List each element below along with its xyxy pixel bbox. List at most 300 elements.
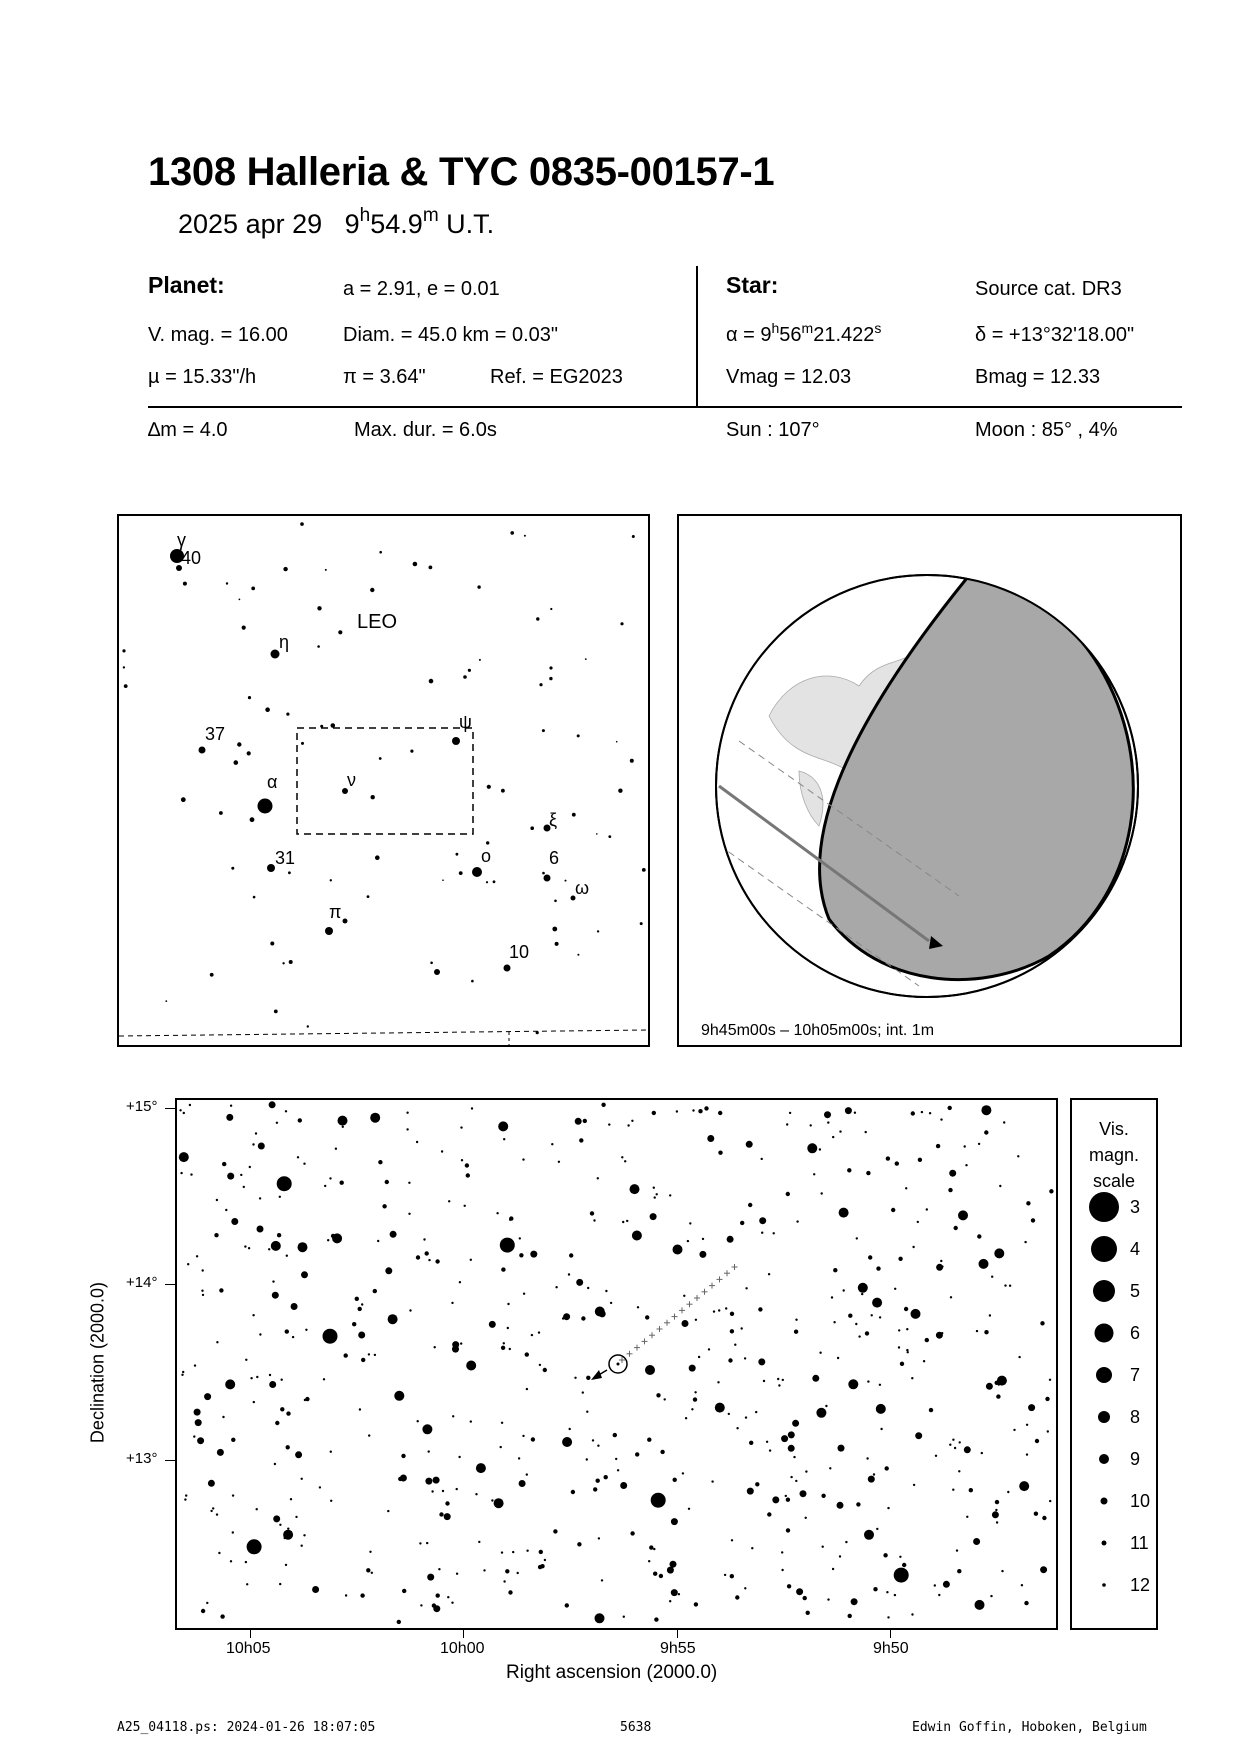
ra-tick-label: 10h00	[440, 1640, 485, 1657]
detail-star	[623, 1616, 625, 1618]
detail-star	[647, 1438, 651, 1442]
detail-star	[650, 1213, 657, 1220]
magnitude-drop: ∆m = 4.0	[148, 419, 228, 441]
finder-star	[274, 1010, 278, 1014]
detail-star-chart	[175, 1098, 1058, 1630]
detail-star	[895, 1161, 899, 1165]
detail-star	[335, 1148, 337, 1150]
finder-star	[250, 817, 255, 822]
detail-star	[821, 1192, 823, 1194]
detail-star	[604, 1475, 608, 1479]
finder-star	[501, 789, 505, 793]
detail-star	[868, 1255, 872, 1259]
detail-star	[451, 1602, 453, 1604]
detail-star	[627, 1124, 629, 1126]
detail-star	[373, 1289, 377, 1293]
detail-star	[214, 1233, 218, 1237]
detail-star	[227, 1173, 234, 1180]
detail-star	[460, 1342, 462, 1344]
finder-star	[210, 973, 214, 977]
detail-star	[856, 1502, 860, 1506]
detail-star	[745, 1416, 747, 1418]
detail-star	[871, 1314, 873, 1316]
detail-star	[416, 1141, 418, 1143]
detail-star	[1047, 1430, 1049, 1432]
finder-star	[618, 789, 622, 793]
detail-star	[286, 1255, 288, 1257]
detail-star	[651, 1493, 666, 1508]
detail-star	[180, 1172, 182, 1174]
magnitude-scale-title: Vis. magn. scale	[1088, 1119, 1140, 1191]
detail-star	[470, 1420, 472, 1422]
finder-star-label: η	[279, 632, 290, 652]
finder-star	[325, 927, 333, 935]
detail-star	[377, 1240, 379, 1242]
detail-star	[610, 1302, 612, 1304]
detail-star	[626, 1220, 628, 1222]
finder-star	[251, 587, 255, 591]
detail-star	[717, 1381, 719, 1383]
finder-star	[300, 522, 304, 526]
detail-star	[768, 1273, 770, 1275]
detail-star	[274, 1463, 276, 1465]
detail-star	[631, 1120, 633, 1122]
detail-star	[786, 1123, 788, 1125]
finder-star	[530, 826, 534, 830]
detail-star	[694, 1602, 698, 1606]
detail-star	[1003, 1121, 1005, 1123]
detail-star	[301, 1478, 303, 1480]
finder-star	[616, 741, 618, 743]
finder-star	[552, 927, 557, 932]
detail-star	[865, 1331, 869, 1335]
detail-star	[605, 1290, 607, 1292]
detail-star	[297, 1156, 299, 1158]
detail-star	[592, 1439, 594, 1441]
detail-star	[465, 1163, 469, 1167]
detail-star	[360, 1593, 364, 1597]
detail-star	[952, 1489, 954, 1491]
detail-star	[1019, 1481, 1029, 1491]
detail-star	[941, 1265, 943, 1267]
detail-star	[996, 1394, 1000, 1398]
detail-star	[1007, 1491, 1009, 1493]
detail-star	[208, 1480, 215, 1487]
detail-star	[653, 1187, 655, 1189]
magnitude-dot	[1098, 1411, 1110, 1423]
detail-star	[197, 1437, 204, 1444]
detail-star	[201, 1609, 205, 1613]
detail-star	[256, 1508, 258, 1510]
detail-star	[601, 1579, 603, 1581]
ra-tick	[677, 1630, 678, 1638]
constellation-label: LEO	[356, 611, 398, 633]
detail-star	[423, 1238, 425, 1240]
detail-star	[773, 1232, 775, 1234]
detail-star	[929, 1408, 933, 1412]
detail-star	[456, 1488, 458, 1490]
detail-star	[934, 1584, 936, 1586]
detail-star	[508, 1590, 512, 1594]
detail-star	[1026, 1453, 1028, 1455]
magnitude-label: 7	[1130, 1365, 1141, 1385]
detail-star	[887, 1616, 889, 1618]
detail-star	[906, 1328, 908, 1330]
dec-tick-label: +15°	[126, 1098, 158, 1115]
detail-star	[598, 1537, 600, 1539]
detail-star	[899, 1556, 901, 1558]
detail-star	[435, 1259, 439, 1263]
detail-star	[821, 1494, 825, 1498]
detail-star	[905, 1187, 907, 1189]
detail-star	[727, 1236, 734, 1243]
detail-star	[876, 1404, 886, 1414]
detail-star	[986, 1383, 993, 1390]
detail-star	[894, 1288, 896, 1290]
finder-star	[596, 833, 598, 835]
detail-star	[792, 1420, 799, 1427]
finder-star	[468, 669, 471, 672]
magnitude-scale-legend	[1070, 1098, 1158, 1630]
finder-star	[258, 799, 273, 814]
detail-star	[574, 1377, 576, 1379]
detail-star	[460, 1126, 462, 1128]
detail-star	[277, 1176, 292, 1191]
detail-star	[417, 1420, 419, 1422]
finder-star-field	[122, 522, 645, 1034]
detail-star	[653, 1572, 657, 1576]
detail-star	[464, 1205, 466, 1207]
detail-star	[519, 1253, 523, 1257]
detail-star	[917, 1221, 919, 1223]
finder-star	[183, 582, 187, 586]
detail-star	[715, 1403, 725, 1413]
detail-star	[699, 1251, 706, 1258]
detail-star	[433, 1605, 440, 1612]
finder-star	[343, 919, 348, 924]
finder-star	[123, 666, 125, 668]
detail-star	[231, 1218, 238, 1225]
detail-star	[397, 1620, 401, 1624]
detail-star	[678, 1593, 680, 1595]
finder-star-label: ο	[481, 846, 492, 866]
time-zone: U.T.	[446, 209, 495, 239]
finder-star	[413, 562, 418, 567]
detail-star	[847, 1168, 851, 1172]
detail-star	[979, 1259, 989, 1269]
detail-star	[991, 1276, 993, 1278]
detail-star	[956, 1549, 958, 1551]
detail-star	[659, 1574, 663, 1578]
detail-star	[295, 1516, 297, 1518]
detail-star	[730, 1574, 734, 1578]
finder-star	[487, 785, 491, 789]
detail-star	[565, 1603, 569, 1607]
globe-time-caption: 9h45m00s – 10h05m00s; int. 1m	[701, 1022, 935, 1039]
finder-star	[504, 965, 511, 972]
detail-chart-canvas	[177, 1100, 1056, 1628]
finder-star	[549, 677, 552, 680]
detail-star	[940, 1260, 942, 1262]
detail-star	[966, 1516, 968, 1518]
detail-star	[216, 1341, 218, 1343]
detail-star	[959, 1441, 961, 1443]
detail-star	[786, 1528, 790, 1532]
detail-star	[452, 1415, 454, 1417]
finder-star	[320, 725, 323, 728]
detail-star	[422, 1424, 432, 1434]
finder-star	[486, 841, 489, 844]
detail-star	[252, 1143, 254, 1145]
detail-star	[682, 1320, 689, 1327]
detail-star	[848, 1614, 852, 1618]
detail-star	[725, 1307, 727, 1309]
detail-star	[240, 1174, 242, 1176]
detail-star	[303, 1163, 305, 1165]
detail-star	[248, 1247, 250, 1249]
detail-star	[447, 1596, 449, 1598]
detail-star	[217, 1449, 224, 1456]
detail-star	[785, 1495, 787, 1497]
detail-star	[879, 1384, 881, 1386]
detail-star	[734, 1344, 736, 1346]
detail-star	[286, 1445, 290, 1449]
detail-star	[269, 1381, 276, 1388]
detail-star	[369, 1551, 371, 1553]
detail-star	[582, 1391, 584, 1393]
detail-star	[839, 1208, 849, 1218]
y-axis-label: Declination (2000.0)	[87, 1281, 108, 1444]
detail-star	[660, 1450, 664, 1454]
detail-star	[428, 1450, 430, 1452]
detail-star	[935, 1455, 937, 1457]
detail-star	[685, 1417, 687, 1419]
detail-star	[832, 1568, 834, 1570]
detail-star	[323, 1378, 325, 1380]
detail-star	[741, 1327, 743, 1329]
magnitude-label: 9	[1130, 1449, 1141, 1469]
detail-star	[523, 1293, 525, 1295]
finder-chart-canvas	[119, 516, 648, 1045]
detail-star	[832, 1136, 834, 1138]
detail-star	[998, 1383, 1000, 1385]
event-date: 2025 apr 29	[178, 209, 323, 239]
detail-star	[277, 1233, 281, 1237]
detail-star	[827, 1121, 829, 1123]
event-time-hours: 9	[344, 209, 360, 239]
detail-star	[256, 1376, 258, 1378]
detail-star	[518, 1457, 520, 1459]
detail-star	[196, 1255, 198, 1257]
detail-star	[958, 1210, 968, 1220]
detail-star	[975, 1600, 985, 1610]
detail-star	[999, 1185, 1001, 1187]
detail-star	[416, 1255, 420, 1259]
asteroid-motion-arrowhead	[591, 1370, 602, 1380]
detail-star	[769, 1449, 771, 1451]
magnitude-scale-entries	[1072, 1192, 1156, 1612]
detail-star	[576, 1279, 583, 1286]
detail-star	[855, 1323, 857, 1325]
detail-star	[562, 1437, 572, 1447]
detail-star	[921, 1111, 923, 1113]
detail-star	[907, 1351, 909, 1353]
globe-canvas	[679, 516, 1180, 1045]
finder-star-label: ν	[347, 770, 356, 790]
detail-star	[507, 1303, 509, 1305]
detail-star	[1026, 1201, 1030, 1205]
detail-star	[1001, 1570, 1003, 1572]
detail-star	[184, 1498, 186, 1500]
magnitude-label: 8	[1130, 1407, 1141, 1427]
detail-star	[763, 1380, 765, 1382]
detail-star	[912, 1246, 914, 1248]
detail-star	[519, 1237, 521, 1239]
detail-star	[466, 1361, 476, 1371]
detail-star	[926, 1208, 928, 1210]
finder-chart	[117, 514, 650, 1047]
finder-star	[219, 811, 223, 815]
detail-star	[621, 1156, 623, 1158]
finder-star-label: ψ	[459, 712, 472, 732]
magnitude-label: 6	[1130, 1323, 1141, 1343]
detail-star	[816, 1408, 826, 1418]
dec-tick-15	[165, 1108, 175, 1109]
detail-star	[851, 1598, 858, 1605]
event-time-minutes: 54.9	[370, 209, 423, 239]
detail-star	[867, 1380, 869, 1382]
detail-star	[1049, 1189, 1053, 1193]
finder-star-label: ω	[575, 878, 590, 898]
detail-star	[969, 1488, 973, 1492]
detail-star	[825, 1405, 827, 1407]
detail-star	[280, 1407, 284, 1411]
detail-star	[436, 1593, 440, 1597]
detail-star	[563, 1313, 570, 1320]
finder-star	[199, 747, 206, 754]
detail-star	[189, 1104, 191, 1106]
detail-star	[185, 1494, 187, 1496]
magnitude-dot	[1095, 1324, 1114, 1343]
detail-star	[202, 1294, 204, 1296]
detail-star	[279, 1196, 281, 1198]
detail-star	[385, 1267, 392, 1274]
detail-star	[451, 1302, 453, 1304]
finder-star	[542, 729, 545, 732]
detail-star	[702, 1238, 704, 1240]
detail-star	[819, 1148, 821, 1150]
detail-star	[194, 1409, 201, 1416]
detail-star	[505, 1569, 509, 1573]
detail-star	[630, 1531, 634, 1535]
detail-star	[581, 1316, 585, 1320]
detail-star	[478, 1541, 480, 1543]
detail-star	[790, 1476, 792, 1478]
detail-star	[964, 1446, 971, 1453]
detail-star	[984, 1130, 988, 1134]
detail-star	[827, 1598, 829, 1600]
magnitude-label: 5	[1130, 1281, 1141, 1301]
hours-unit: h	[359, 205, 371, 226]
detail-star	[718, 1151, 722, 1155]
detail-star	[900, 1362, 904, 1366]
detail-star	[201, 1290, 203, 1292]
detail-star	[718, 1309, 720, 1311]
detail-star	[531, 1334, 533, 1336]
finder-star	[165, 1000, 167, 1002]
dec-tick-label: +14°	[126, 1274, 158, 1291]
detail-star	[1040, 1566, 1047, 1573]
detail-star	[519, 1480, 526, 1487]
detail-star	[374, 1354, 376, 1356]
finder-star	[597, 930, 599, 932]
detail-star	[837, 1357, 839, 1359]
detail-star	[981, 1452, 983, 1454]
detail-star	[788, 1431, 795, 1438]
finder-star-label: 10	[509, 942, 530, 962]
detail-star	[864, 1530, 874, 1540]
detail-star	[371, 1572, 373, 1574]
detail-star	[246, 1583, 248, 1585]
detail-star	[593, 1487, 597, 1491]
detail-star	[992, 1511, 999, 1518]
detail-star	[950, 1296, 952, 1298]
detail-star	[290, 1498, 292, 1500]
magnitude-dot	[1102, 1541, 1107, 1546]
finder-star-label: γ	[177, 530, 186, 550]
detail-star	[218, 1552, 220, 1554]
finder-star	[242, 626, 246, 630]
detail-star	[595, 1613, 605, 1623]
detail-star	[491, 1499, 493, 1501]
detail-star	[466, 1173, 470, 1177]
detail-star	[805, 1517, 807, 1519]
detail-star	[689, 1222, 691, 1224]
detail-star	[187, 1263, 189, 1265]
detail-star	[620, 1482, 627, 1489]
detail-star	[587, 1287, 589, 1289]
detail-star	[366, 1568, 370, 1572]
detail-star	[340, 1181, 344, 1185]
detail-star	[624, 1160, 626, 1162]
detail-star	[475, 1493, 477, 1495]
detail-star	[645, 1365, 655, 1375]
detail-star	[886, 1156, 890, 1160]
finder-star	[325, 569, 327, 571]
detail-star	[898, 1346, 900, 1348]
detail-star	[324, 1185, 326, 1187]
detail-star	[800, 1490, 807, 1497]
detail-star	[361, 1358, 365, 1362]
detail-star	[222, 1416, 224, 1418]
detail-star	[789, 1112, 791, 1114]
detail-star	[954, 1447, 956, 1449]
detail-star	[671, 1518, 678, 1525]
detail-star	[656, 1193, 658, 1195]
detail-star	[664, 1398, 666, 1400]
detail-star	[759, 1217, 766, 1224]
detail-star	[713, 1310, 715, 1312]
magnitude-label: 12	[1130, 1575, 1151, 1595]
detail-star	[330, 1500, 332, 1502]
detail-star	[230, 1105, 232, 1107]
finder-star-label: 40	[181, 548, 202, 568]
finder-star	[565, 880, 567, 882]
detail-star	[761, 1232, 763, 1234]
detail-star	[433, 1477, 440, 1484]
detail-star	[911, 1613, 913, 1615]
detail-star	[275, 1421, 279, 1425]
